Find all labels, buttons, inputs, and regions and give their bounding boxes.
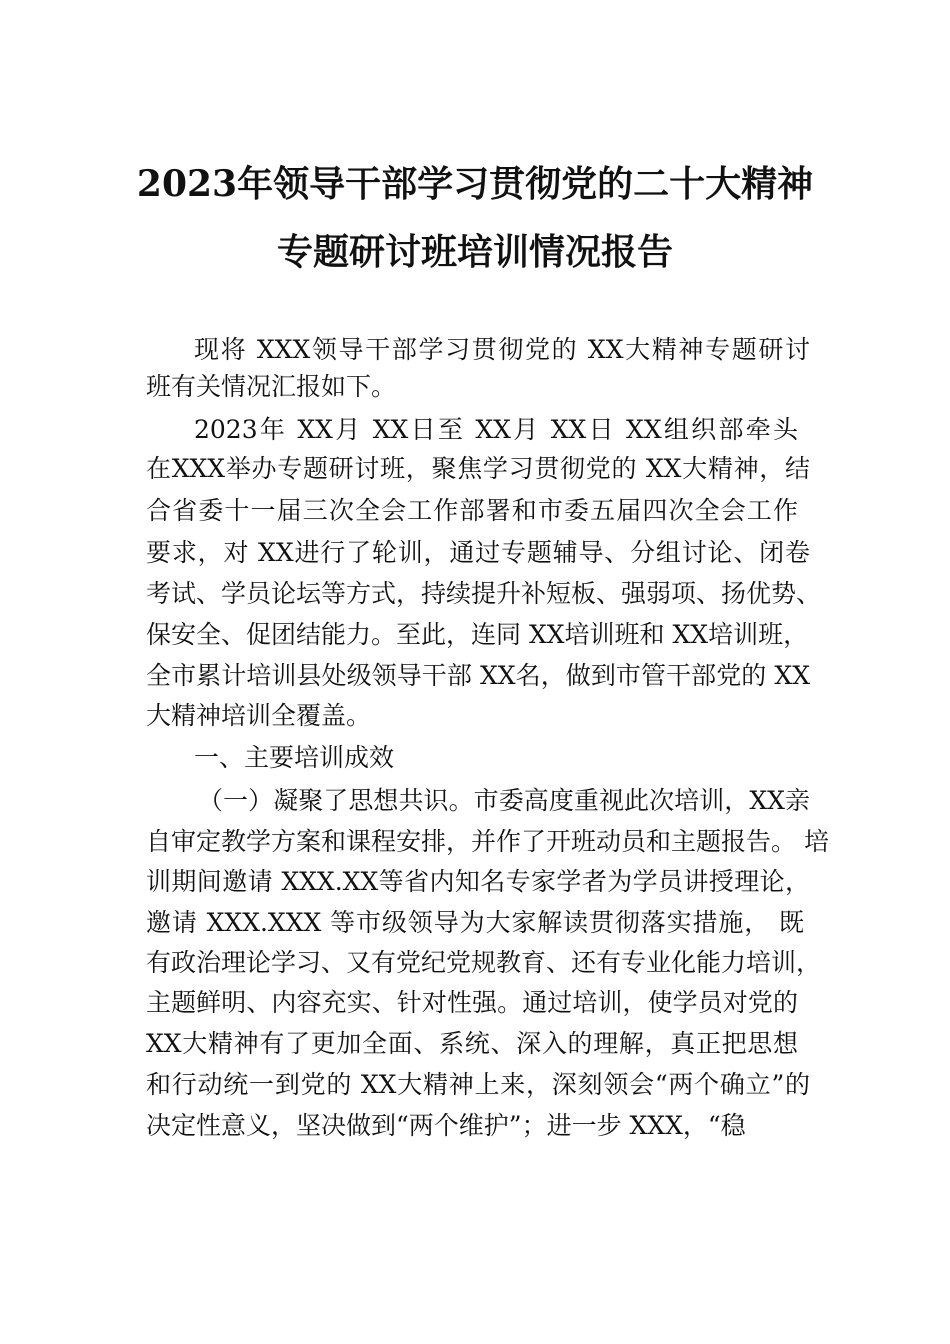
paragraph-3-line-1: （一）凝聚了思想共识。市委高度重视此次培训，XX亲 bbox=[198, 786, 810, 815]
paragraph-3-line-3: 训期间邀请 XXX.XX等省内知名专家学者为学员讲授理论， bbox=[146, 867, 810, 896]
paragraph-3-line-8: 和行动统一到党的 XX大精神上来，深刻领会“两个确立”的 bbox=[146, 1070, 810, 1099]
paragraph-2-line-6: 保安全、促团结能力。至此，连同 XX培训班和 XX培训班， bbox=[146, 620, 809, 649]
paragraph-3-line-7: XX大精神有了更加全面、系统、深入的理解，真正把思想 bbox=[146, 1029, 798, 1058]
paragraph-3-line-4: 邀请 XXX.XXX 等市级领导为大家解读贯彻落实措施， 既 bbox=[146, 908, 804, 937]
paragraph-1-line-2: 班有关情况汇报如下。 bbox=[146, 372, 397, 401]
paragraph-2-line-7: 全市累计培训县处级领导干部 XX名，做到市管干部党的 XX bbox=[146, 661, 810, 690]
paragraph-3-line-9: 决定性意义，坚决做到“两个维护”；进一步 XXX，“稳 bbox=[146, 1111, 746, 1140]
section-heading-1: 一、主要培训成效 bbox=[194, 743, 395, 772]
paragraph-2-line-8: 大精神培训全覆盖。 bbox=[146, 701, 372, 730]
paragraph-3-line-2: 自审定教学方案和课程安排，并作了开班动员和主题报告。 培 bbox=[146, 827, 829, 856]
paragraph-2-line-5: 考试、学员论坛等方式，持续提升补短板、强弱项、扬优势、 bbox=[146, 579, 822, 608]
paragraph-1-line-1: 现将 XXX领导干部学习贯彻党的 XX大精神专题研讨 bbox=[194, 335, 810, 364]
paragraph-3-line-6: 主题鲜明、内容充实、针对性强。通过培训，使学员对党的 bbox=[146, 988, 798, 1017]
document-title-line-1: 2023年领导干部学习贯彻党的二十大精神 bbox=[136, 163, 814, 205]
paragraph-3-line-5: 有政治理论学习、又有党纪党规教育、还有专业化能力培训， bbox=[146, 948, 822, 977]
paragraph-2-line-1: 2023年 XX月 XX日至 XX月 XX日 XX组织部牵头 bbox=[194, 415, 798, 444]
paragraph-2-line-2: 在XXX举办专题研讨班，聚焦学习贯彻党的 XX大精神，结 bbox=[146, 454, 810, 483]
paragraph-2-line-3: 合省委十一届三次全会工作部署和市委五届四次全会工作 bbox=[146, 496, 798, 525]
document-title-line-2: 专题研讨班培训情况报告 bbox=[276, 231, 673, 273]
paragraph-2-line-4: 要求，对 XX进行了轮训，通过专题辅导、分组讨论、闭卷 bbox=[146, 538, 810, 567]
